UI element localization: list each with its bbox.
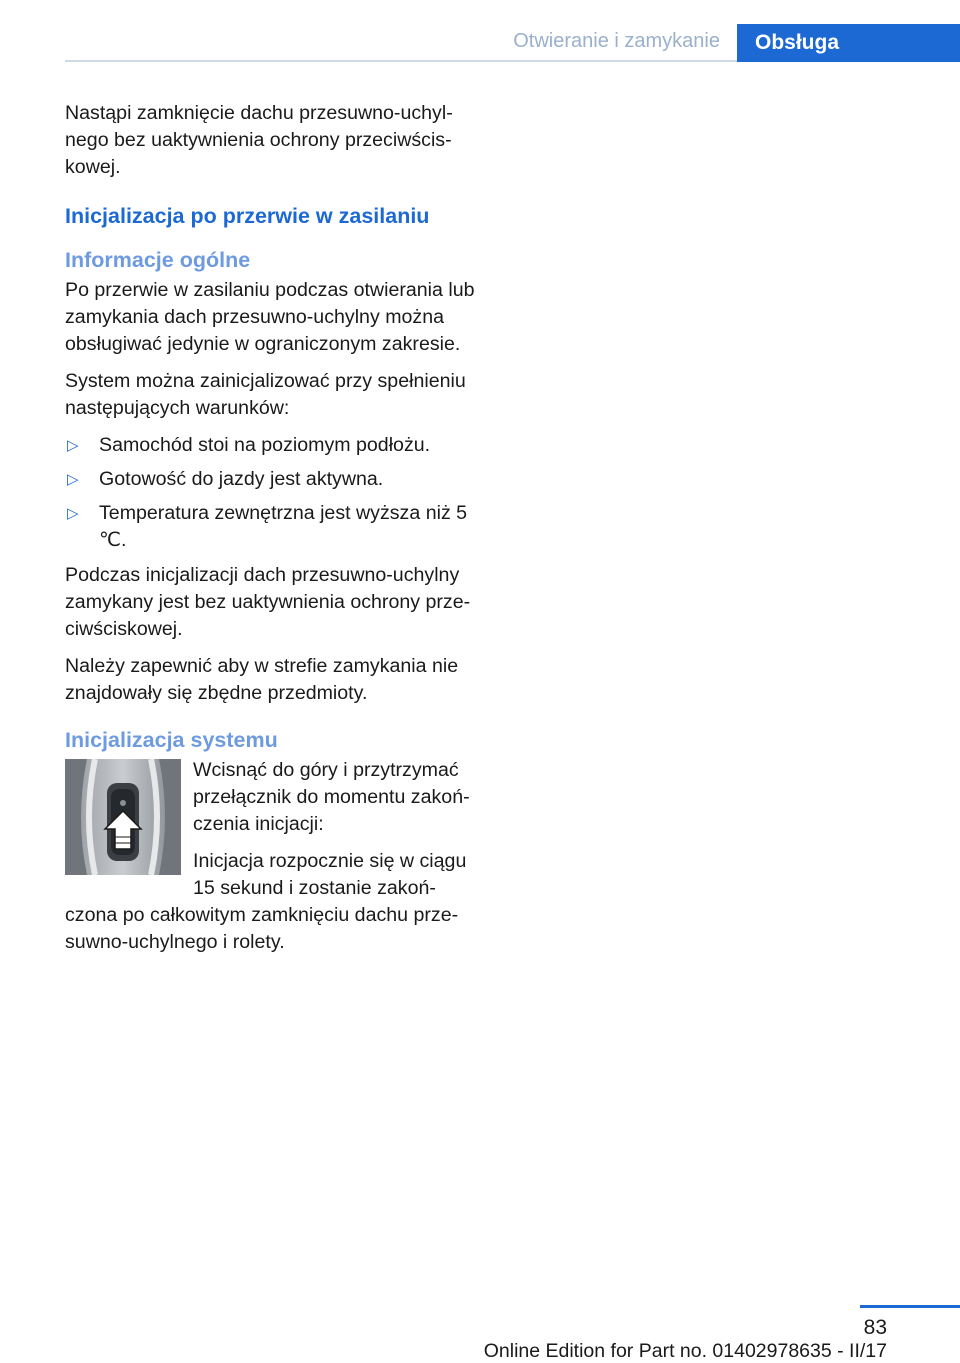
triangle-bullet-icon: ▷ <box>67 471 79 488</box>
header-section-title: Otwieranie i zamykanie <box>513 30 720 52</box>
system-init-block <box>65 757 480 966</box>
subheading-general: Informacje ogólne <box>65 248 251 272</box>
list-item-text: Gotowość do jazdy jest aktywna. <box>99 468 384 490</box>
paragraph: Po przerwie w zasilaniu podczas otwierania lub zamykania dach przesuwno-uchylny można obsługiwać jedynie w ograniczonym zakresie. <box>65 279 475 355</box>
list-item-text: Temperatura zewnętrzna jest wyższa niż 5 ℃. <box>99 502 468 551</box>
subheading-system: Inicjalizacja systemu <box>65 728 278 752</box>
paragraph: Podczas inicjalizacji dach przesuwno-uchylny zamykany jest bez uaktywnienia ochrony przeciwściskowej. <box>65 564 471 640</box>
section-heading: Inicjalizacja po przerwie w zasilaniu <box>65 204 430 228</box>
paragraph: Należy zapewnić aby w strefie zamykania nie znajdowały się zbędne przedmioty. <box>65 655 459 704</box>
roof-switch-illustration <box>65 759 181 875</box>
paragraph: System można zainicjalizować przy spełnieniu następujących warunków: <box>65 370 466 419</box>
edition-note: Online Edition for Part no. 01402978635 - II/17 <box>483 1340 887 1362</box>
paragraph: Inicjacja rozpocznie się w ciągu 15 sekund i zostanie zakończona po całkowitym zamknięciu dachu przesuwno-uchylnego i rolety. <box>65 850 467 953</box>
intro-paragraph: Nastąpi zamknięcie dachu przesuwno-uchylnego bez uaktywnienia ochrony przeciwściskowej. <box>65 102 453 178</box>
footer-rule <box>860 1305 960 1308</box>
page-number: 83 <box>863 1316 887 1339</box>
list-item <box>65 432 480 459</box>
page-content <box>65 100 480 966</box>
list-item <box>65 500 480 554</box>
paragraph: Wcisnąć do góry i przytrzymać przełącznik do momentu zakończenia inicjacji: <box>193 759 470 835</box>
list-item <box>65 466 480 493</box>
triangle-bullet-icon: ▷ <box>67 437 79 454</box>
roof-switch-image <box>65 759 181 875</box>
list-item-text: Samochód stoi na poziomym podłożu. <box>99 434 431 456</box>
triangle-bullet-icon: ▷ <box>67 505 79 522</box>
conditions-list <box>65 432 480 554</box>
header-chapter-tab: Obsługa <box>737 24 960 62</box>
